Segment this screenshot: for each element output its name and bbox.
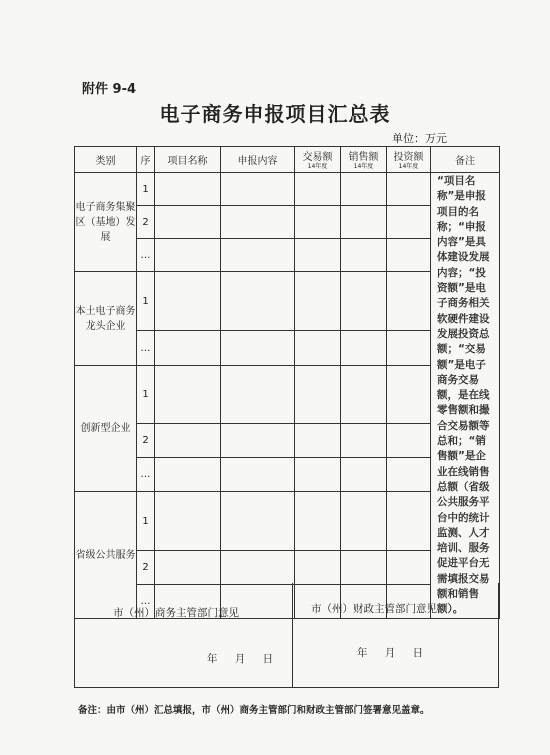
sales-cell[interactable] [341,492,387,550]
header-trade [295,147,341,173]
content-cell[interactable] [221,492,295,550]
trade-cell[interactable] [295,173,341,206]
seq-cell: … [137,458,155,492]
content-cell[interactable] [221,424,295,458]
project-name-cell[interactable] [155,550,221,584]
content-cell[interactable] [221,173,295,206]
invest-cell[interactable] [387,206,431,239]
header-invest-year: 14年度 [398,163,419,170]
content-cell[interactable] [221,239,295,272]
sales-cell[interactable] [341,239,387,272]
content-cell[interactable] [221,458,295,492]
trade-cell[interactable] [295,550,341,584]
sales-cell[interactable] [341,331,387,366]
project-name-cell[interactable] [155,424,221,458]
sales-cell[interactable] [341,550,387,584]
header-project-name: 项目名称 [155,147,221,173]
header-seq: 序 [137,147,155,173]
invest-cell[interactable] [387,272,431,331]
attachment-label: 附件 9-4 [82,82,137,97]
header-content: 申报内容 [221,147,295,173]
sales-cell[interactable] [341,173,387,206]
header-invest-label: 投资额 [393,152,424,163]
unit-label: 单位：万元 [392,132,447,145]
seq-cell: … [137,584,155,618]
category-cell: 电子商务集聚区（基地）发展 [75,173,137,272]
seq-cell: … [137,239,155,272]
seq-cell: 2 [137,424,155,458]
content-cell[interactable] [221,366,295,424]
seq-cell: … [137,331,155,366]
header-sales-label: 销售额 [348,152,379,163]
header-trade-label: 交易额 [302,152,333,163]
header-category: 类别 [75,147,137,173]
project-name-cell[interactable] [155,173,221,206]
project-name-cell[interactable] [155,492,221,550]
trade-cell[interactable] [295,206,341,239]
trade-cell[interactable] [295,239,341,272]
project-name-cell[interactable] [155,239,221,272]
content-cell[interactable] [221,331,295,366]
table-row [75,173,500,206]
seq-cell: 2 [137,206,155,239]
sales-cell[interactable] [341,272,387,331]
invest-cell[interactable] [387,492,431,550]
content-cell[interactable] [221,206,295,239]
seq-cell: 1 [137,272,155,331]
opinion-section [74,583,499,688]
header-sales-year: 14年度 [353,163,374,170]
sales-cell[interactable] [341,424,387,458]
header-invest [387,147,431,173]
remark-cell: “项目名称”是申报项目的名称；“申报内容”是具体建设发展内容；“投资额”是电子商务相关软硬件建设发展投资总额；“交易额”是电子商务交易额，是在线零售额和撮合交易额等总和；“销售额”是企业在线销售总额（省级公共服务平台中的统计监测、人才培训、服务促进平台无需填报交易额和销售额）。 [431,173,500,619]
header-trade-year: 14年度 [307,163,328,170]
seq-cell: 1 [137,173,155,206]
project-name-cell[interactable] [155,366,221,424]
seq-cell: 2 [137,550,155,584]
trade-cell[interactable] [295,272,341,331]
page-title: 电子商务申报项目汇总表 [159,102,391,126]
header-remark: 备注 [431,147,500,173]
trade-cell[interactable] [295,424,341,458]
category-cell: 创新型企业 [75,366,137,492]
trade-cell[interactable] [295,458,341,492]
project-name-cell[interactable] [155,331,221,366]
invest-cell[interactable] [387,331,431,366]
commerce-opinion-date: 年 月 日 [207,653,274,665]
project-name-cell[interactable] [155,458,221,492]
opinion-divider [292,583,293,687]
invest-cell[interactable] [387,239,431,272]
summary-table [74,146,500,619]
sales-cell[interactable] [341,458,387,492]
content-cell[interactable] [221,272,295,331]
invest-cell[interactable] [387,173,431,206]
project-name-cell[interactable] [155,272,221,331]
sales-cell[interactable] [341,366,387,424]
seq-cell: 1 [137,492,155,550]
commerce-opinion-label: 市（州）商务主管部门意见 [113,607,239,619]
category-cell: 本土电子商务龙头企业 [75,272,137,366]
header-sales [341,147,387,173]
invest-cell[interactable] [387,458,431,492]
trade-cell[interactable] [295,331,341,366]
category-cell: 省级公共服务 [75,492,137,618]
seq-cell: 1 [137,366,155,424]
invest-cell[interactable] [387,424,431,458]
finance-opinion-date: 年 月 日 [357,647,424,659]
table-header-row [75,147,500,173]
sales-cell[interactable] [341,206,387,239]
content-cell[interactable] [221,550,295,584]
footnote: 备注：由市（州）汇总填报，市（州）商务主管部门和财政主管部门签署意见盖章。 [78,705,430,716]
invest-cell[interactable] [387,366,431,424]
finance-opinion-label: 市（州）财政主管部门意见 [311,603,437,615]
trade-cell[interactable] [295,492,341,550]
project-name-cell[interactable] [155,206,221,239]
invest-cell[interactable] [387,550,431,584]
trade-cell[interactable] [295,366,341,424]
